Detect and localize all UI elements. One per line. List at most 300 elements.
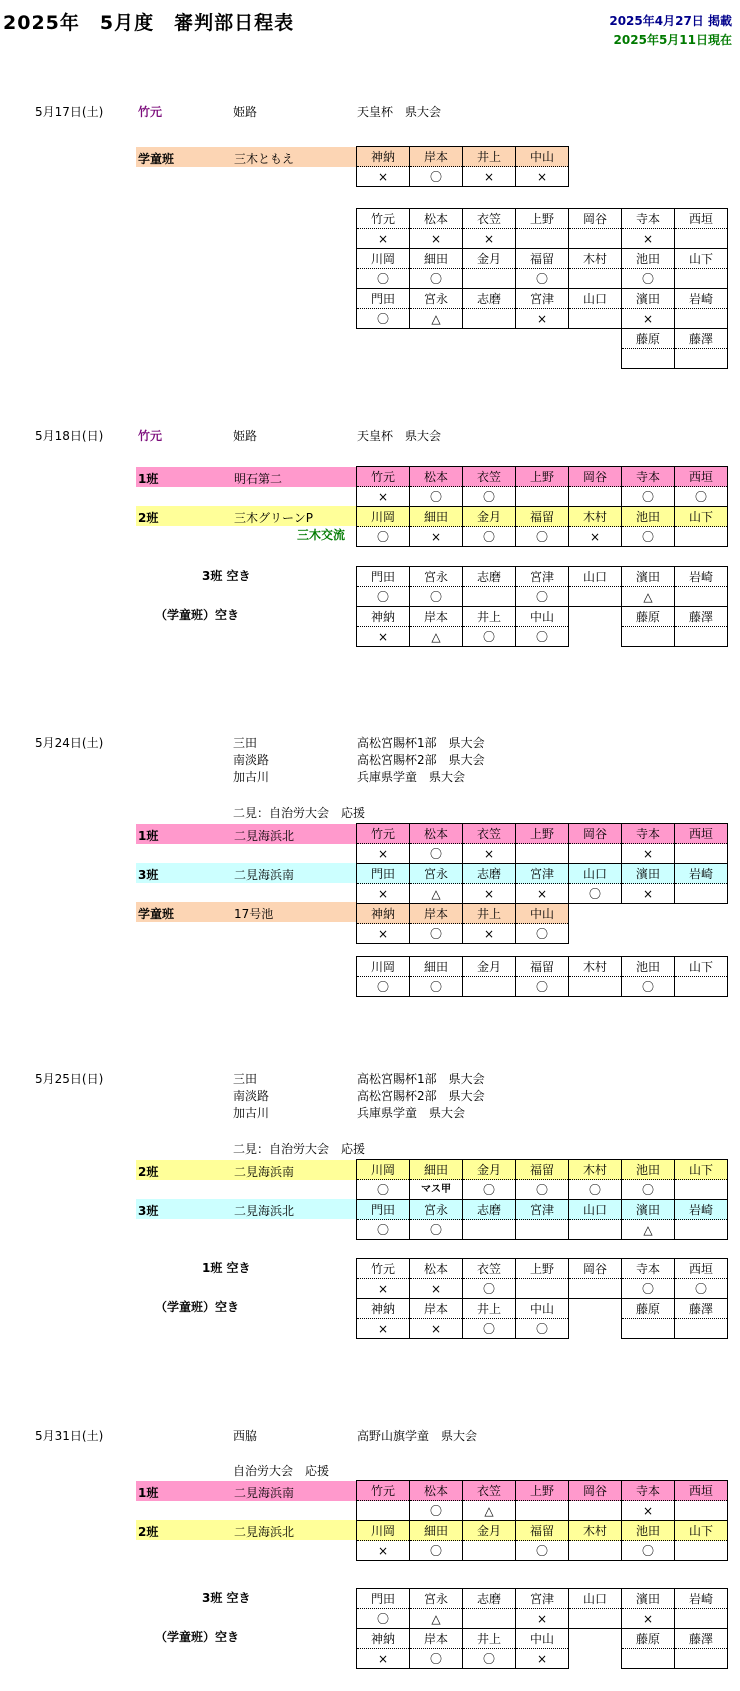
- availability-mark: 〇: [357, 527, 410, 547]
- referee-name: 岡谷: [569, 824, 622, 844]
- referee-name: 岩崎: [675, 864, 728, 884]
- referee-name: 志磨: [463, 864, 516, 884]
- referee-name: 細田: [410, 249, 463, 269]
- referee-name: 金月: [463, 249, 516, 269]
- availability-mark: 〇: [357, 269, 410, 289]
- referee-name: 中山: [516, 607, 569, 627]
- availability-mark: 〇: [463, 627, 516, 647]
- referee-name: 宮永: [410, 1200, 463, 1220]
- referee-name: 福留: [516, 957, 569, 977]
- availability-mark: △: [410, 1609, 463, 1629]
- availability-mark: 〇: [357, 587, 410, 607]
- support-note: 二見：自治労大会 応援: [233, 806, 366, 820]
- availability-mark: [516, 487, 569, 507]
- availability-mark: 〇: [410, 587, 463, 607]
- referee-table: [356, 1588, 728, 1669]
- referee-name: 藤澤: [675, 607, 728, 627]
- venue: 姫路: [233, 429, 258, 443]
- availability-mark: △: [622, 1220, 675, 1240]
- availability-mark: ×: [357, 167, 410, 187]
- published-date: 2025年4月27日 掲載: [609, 14, 732, 28]
- availability-mark: ×: [410, 229, 463, 249]
- availability-mark: 〇: [622, 977, 675, 997]
- referee-table: [356, 956, 728, 997]
- referee-name: 木村: [569, 1521, 622, 1541]
- availability-mark: ×: [357, 229, 410, 249]
- availability-mark: △: [410, 309, 463, 329]
- referee-name: 山下: [675, 249, 728, 269]
- team-label: 1班: [138, 1486, 159, 1500]
- referee-name: 岩崎: [675, 1200, 728, 1220]
- referee-name: 志磨: [463, 567, 516, 587]
- referee-table: [356, 1159, 728, 1240]
- referee-name: 池田: [622, 1521, 675, 1541]
- availability-mark: [569, 977, 622, 997]
- availability-mark: [463, 587, 516, 607]
- availability-mark: 〇: [622, 269, 675, 289]
- note: 三木交流: [297, 528, 346, 542]
- availability-mark: 〇: [410, 1220, 463, 1240]
- availability-mark: [516, 1220, 569, 1240]
- referee-name: 川岡: [357, 249, 410, 269]
- assignment-band: [136, 1520, 356, 1540]
- referee-table: [356, 466, 728, 547]
- availability-mark: [463, 1220, 516, 1240]
- referee-name: 神納: [357, 607, 410, 627]
- availability-mark: 〇: [516, 977, 569, 997]
- assignment-band: [136, 1160, 356, 1180]
- availability-mark: [569, 1609, 622, 1629]
- referee-name: 門田: [357, 1200, 410, 1220]
- referee-table: [356, 823, 728, 944]
- team-venue: 三木ともえ: [234, 152, 295, 166]
- team-venue: 二見海浜南: [234, 1486, 295, 1500]
- assignment-band: [136, 1481, 356, 1501]
- team-label: 1班: [138, 829, 159, 843]
- referee-name: 木村: [569, 1160, 622, 1180]
- availability-mark: 〇: [463, 527, 516, 547]
- availability-mark: ×: [410, 1279, 463, 1299]
- referee-name: 山口: [569, 1200, 622, 1220]
- availability-mark: △: [622, 587, 675, 607]
- availability-mark: ×: [622, 229, 675, 249]
- availability-mark: ×: [516, 1649, 569, 1669]
- availability-mark: [569, 309, 622, 329]
- venue: 加古川: [233, 1106, 270, 1120]
- referee-name: 井上: [463, 904, 516, 924]
- referee-name: 川岡: [357, 1160, 410, 1180]
- referee-name: 岩崎: [675, 567, 728, 587]
- referee-name: 西垣: [675, 824, 728, 844]
- referee-name: 池田: [622, 1160, 675, 1180]
- referee-name: 宮津: [516, 864, 569, 884]
- referee-name: 細田: [410, 957, 463, 977]
- availability-mark: 〇: [622, 1180, 675, 1200]
- referee-name: 松本: [410, 824, 463, 844]
- free-team: 3班 空き: [202, 569, 251, 583]
- referee-name: 井上: [463, 147, 516, 167]
- availability-mark: ×: [622, 1501, 675, 1521]
- referee-name: 上野: [516, 1259, 569, 1279]
- referee-name: 中山: [516, 1299, 569, 1319]
- event: 高松宮賜杯2部 県大会: [357, 1089, 485, 1103]
- team-venue: 三木グリーンP: [234, 511, 313, 525]
- referee-name: 西垣: [675, 209, 728, 229]
- availability-mark: [569, 1279, 622, 1299]
- referee-name: 宮津: [516, 289, 569, 309]
- referee-name: 濱田: [622, 289, 675, 309]
- availability-mark: 〇: [675, 1279, 728, 1299]
- availability-mark: 〇: [410, 1541, 463, 1561]
- event: 高松宮賜杯1部 県大会: [357, 736, 485, 750]
- availability-mark: ×: [516, 309, 569, 329]
- referee-name: 山下: [675, 957, 728, 977]
- referee-table: [356, 566, 728, 647]
- venue: 加古川: [233, 770, 270, 784]
- lead-referee: 竹元: [138, 105, 163, 119]
- referee-name: 西垣: [675, 467, 728, 487]
- availability-mark: [569, 844, 622, 864]
- assignment-band: [136, 1199, 356, 1219]
- referee-name: 金月: [463, 957, 516, 977]
- referee-name: 松本: [410, 1259, 463, 1279]
- referee-name: 宮永: [410, 567, 463, 587]
- support-note: 自治労大会 応援: [233, 1464, 330, 1478]
- availability-mark: ×: [516, 1609, 569, 1629]
- referee-name: 宮永: [410, 1589, 463, 1609]
- referee-name: 岸本: [410, 1629, 463, 1649]
- assignment-band: [136, 824, 356, 844]
- referee-name: 志磨: [463, 1589, 516, 1609]
- referee-name: 神納: [357, 1629, 410, 1649]
- availability-mark: ×: [357, 844, 410, 864]
- availability-mark: ×: [516, 167, 569, 187]
- availability-mark: △: [410, 627, 463, 647]
- availability-mark: ×: [622, 844, 675, 864]
- referee-name: 金月: [463, 507, 516, 527]
- referee-name: 宮永: [410, 289, 463, 309]
- availability-mark: ×: [410, 1319, 463, 1339]
- referee-name: 藤原: [622, 1629, 675, 1649]
- availability-mark: 〇: [463, 1319, 516, 1339]
- availability-mark: 〇: [675, 487, 728, 507]
- referee-name: 門田: [357, 289, 410, 309]
- availability-mark: [675, 1220, 728, 1240]
- availability-mark: 〇: [569, 1180, 622, 1200]
- availability-mark: [516, 229, 569, 249]
- availability-mark: 〇: [410, 924, 463, 944]
- referee-name: 岡谷: [569, 1259, 622, 1279]
- referee-name: 松本: [410, 467, 463, 487]
- availability-mark: [516, 1279, 569, 1299]
- referee-name: 木村: [569, 507, 622, 527]
- availability-mark: ×: [463, 844, 516, 864]
- availability-mark: 〇: [622, 487, 675, 507]
- referee-name: 寺本: [622, 1481, 675, 1501]
- availability-mark: [675, 309, 728, 329]
- team-label: 学童班: [138, 152, 175, 166]
- referee-name: 中山: [516, 1629, 569, 1649]
- availability-mark: [675, 844, 728, 864]
- availability-mark: [463, 977, 516, 997]
- free-team: （学童班）空き: [155, 608, 240, 622]
- availability-mark: 〇: [357, 1609, 410, 1629]
- referee-name: 細田: [410, 507, 463, 527]
- assignment-band: [136, 506, 356, 526]
- referee-name: 岡谷: [569, 209, 622, 229]
- availability-mark: [463, 1541, 516, 1561]
- referee-name: 中山: [516, 147, 569, 167]
- availability-mark: 〇: [516, 527, 569, 547]
- availability-mark: 〇: [410, 1501, 463, 1521]
- availability-mark: ×: [622, 884, 675, 904]
- referee-name: 宮永: [410, 864, 463, 884]
- referee-name: 宮津: [516, 1200, 569, 1220]
- referee-name: 池田: [622, 957, 675, 977]
- referee-name: 岩崎: [675, 1589, 728, 1609]
- availability-mark: 〇: [516, 924, 569, 944]
- availability-mark: ×: [569, 527, 622, 547]
- availability-mark: [569, 587, 622, 607]
- availability-mark: ×: [357, 1649, 410, 1669]
- availability-mark: ×: [622, 1609, 675, 1629]
- availability-mark: ×: [357, 1279, 410, 1299]
- page-title: 2025年 5月度 審判部日程表: [3, 12, 295, 34]
- section-date: 5月18日(日): [35, 429, 104, 443]
- referee-name: 神納: [357, 1299, 410, 1319]
- referee-name: 井上: [463, 1629, 516, 1649]
- availability-mark: [675, 1180, 728, 1200]
- team-label: 3班: [138, 868, 159, 882]
- availability-mark: 〇: [516, 627, 569, 647]
- referee-name: 門田: [357, 864, 410, 884]
- referee-name: 山下: [675, 1521, 728, 1541]
- availability-mark: [569, 1220, 622, 1240]
- team-venue: 明石第二: [234, 472, 283, 486]
- referee-name: 衣笠: [463, 1481, 516, 1501]
- availability-mark: [675, 1609, 728, 1629]
- assignment-band: [136, 467, 356, 487]
- availability-mark: ×: [357, 1541, 410, 1561]
- availability-mark: 〇: [463, 487, 516, 507]
- availability-mark: [569, 487, 622, 507]
- referee-name: 木村: [569, 957, 622, 977]
- assignment-band: [136, 147, 356, 167]
- referee-name: 岸本: [410, 1299, 463, 1319]
- referee-name: 岡谷: [569, 1481, 622, 1501]
- referee-name: 志磨: [463, 289, 516, 309]
- referee-name: 細田: [410, 1160, 463, 1180]
- team-venue: 二見海浜南: [234, 1165, 295, 1179]
- availability-mark: [675, 977, 728, 997]
- referee-name: 山口: [569, 289, 622, 309]
- availability-mark: 〇: [410, 487, 463, 507]
- referee-name: 山口: [569, 864, 622, 884]
- availability-mark: ×: [463, 167, 516, 187]
- referee-name: 川岡: [357, 507, 410, 527]
- event: 天皇杯 県大会: [357, 429, 442, 443]
- availability-mark: [569, 229, 622, 249]
- availability-mark: [675, 1541, 728, 1561]
- event: 兵庫県学童 県大会: [357, 1106, 466, 1120]
- referee-name: 福留: [516, 249, 569, 269]
- venue: 南淡路: [233, 753, 270, 767]
- availability-mark: [675, 229, 728, 249]
- team-venue: 二見海浜北: [234, 1525, 295, 1539]
- availability-mark: [516, 844, 569, 864]
- availability-mark: 〇: [516, 269, 569, 289]
- availability-mark: 〇: [516, 1180, 569, 1200]
- referee-name: 岩崎: [675, 289, 728, 309]
- availability-mark: [463, 269, 516, 289]
- referee-name: 神納: [357, 904, 410, 924]
- venue: 三田: [233, 736, 258, 750]
- referee-name: 福留: [516, 507, 569, 527]
- venue: 南淡路: [233, 1089, 270, 1103]
- referee-name: 藤澤: [675, 329, 728, 349]
- referee-name: 上野: [516, 209, 569, 229]
- referee-name: 神納: [357, 147, 410, 167]
- availability-mark: [569, 1501, 622, 1521]
- availability-mark: [463, 309, 516, 329]
- referee-name: 岡谷: [569, 467, 622, 487]
- availability-mark: 〇: [410, 977, 463, 997]
- referee-table: [356, 208, 728, 369]
- referee-name: 濱田: [622, 1589, 675, 1609]
- availability-mark: [569, 269, 622, 289]
- event: 高松宮賜杯2部 県大会: [357, 753, 485, 767]
- event: 高松宮賜杯1部 県大会: [357, 1072, 485, 1086]
- availability-mark: ×: [357, 884, 410, 904]
- availability-mark: 〇: [463, 1279, 516, 1299]
- referee-name: 細田: [410, 1521, 463, 1541]
- event: 高野山旗学童 県大会: [357, 1429, 478, 1443]
- referee-name: 藤原: [622, 1299, 675, 1319]
- referee-name: 上野: [516, 1481, 569, 1501]
- referee-name: 木村: [569, 249, 622, 269]
- referee-name: 上野: [516, 467, 569, 487]
- referee-name: 寺本: [622, 209, 675, 229]
- referee-name: 衣笠: [463, 467, 516, 487]
- referee-name: 山下: [675, 507, 728, 527]
- referee-name: 藤澤: [675, 1629, 728, 1649]
- lead-referee: 竹元: [138, 429, 163, 443]
- assignment-band: [136, 902, 356, 922]
- team-venue: 17号池: [234, 907, 274, 921]
- availability-mark: [463, 1609, 516, 1629]
- availability-mark: 〇: [516, 1541, 569, 1561]
- availability-mark: 〇: [569, 884, 622, 904]
- referee-name: 中山: [516, 904, 569, 924]
- referee-name: 金月: [463, 1521, 516, 1541]
- availability-mark: [516, 1501, 569, 1521]
- venue: 三田: [233, 1072, 258, 1086]
- availability-mark: 〇: [357, 977, 410, 997]
- venue: 西脇: [233, 1429, 258, 1443]
- referee-name: 岸本: [410, 904, 463, 924]
- referee-name: 池田: [622, 507, 675, 527]
- referee-name: 竹元: [357, 467, 410, 487]
- referee-name: 寺本: [622, 1259, 675, 1279]
- team-venue: 二見海浜北: [234, 1204, 295, 1218]
- gakudo-table: [356, 146, 569, 187]
- section-date: 5月24日(土): [35, 736, 104, 750]
- availability-mark: 〇: [410, 167, 463, 187]
- referee-name: 藤澤: [675, 1299, 728, 1319]
- current-date: 2025年5月11日現在: [613, 33, 732, 47]
- availability-mark: 〇: [410, 269, 463, 289]
- availability-mark: 〇: [516, 1319, 569, 1339]
- venue: 姫路: [233, 105, 258, 119]
- availability-mark: [569, 1541, 622, 1561]
- referee-name: 松本: [410, 1481, 463, 1501]
- support-note: 二見：自治労大会 応援: [233, 1142, 366, 1156]
- availability-mark: マス甲: [410, 1180, 463, 1200]
- availability-mark: [675, 1501, 728, 1521]
- referee-name: 池田: [622, 249, 675, 269]
- free-team: 3班 空き: [202, 1591, 251, 1605]
- referee-name: 山下: [675, 1160, 728, 1180]
- team-venue: 二見海浜南: [234, 868, 295, 882]
- referee-name: 衣笠: [463, 824, 516, 844]
- referee-name: 井上: [463, 607, 516, 627]
- availability-mark: 〇: [516, 587, 569, 607]
- referee-name: 竹元: [357, 824, 410, 844]
- assignment-band: [136, 863, 356, 883]
- referee-name: 西垣: [675, 1481, 728, 1501]
- referee-name: 門田: [357, 1589, 410, 1609]
- availability-mark: ×: [463, 924, 516, 944]
- availability-mark: 〇: [410, 844, 463, 864]
- availability-mark: [675, 587, 728, 607]
- availability-mark: ×: [463, 229, 516, 249]
- availability-mark: 〇: [357, 309, 410, 329]
- referee-name: 竹元: [357, 1481, 410, 1501]
- availability-mark: ×: [463, 884, 516, 904]
- availability-mark: [357, 1501, 410, 1521]
- section-date: 5月25日(日): [35, 1072, 104, 1086]
- referee-name: 西垣: [675, 1259, 728, 1279]
- availability-mark: ×: [622, 309, 675, 329]
- availability-mark: 〇: [463, 1649, 516, 1669]
- team-label: 2班: [138, 1525, 159, 1539]
- availability-mark: [675, 269, 728, 289]
- availability-mark: 〇: [357, 1220, 410, 1240]
- referee-name: 宮津: [516, 1589, 569, 1609]
- referee-name: 井上: [463, 1299, 516, 1319]
- referee-table: [356, 1480, 728, 1561]
- team-label: 1班: [138, 472, 159, 486]
- availability-mark: △: [410, 884, 463, 904]
- availability-mark: ×: [357, 627, 410, 647]
- referee-name: 金月: [463, 1160, 516, 1180]
- team-label: 2班: [138, 1165, 159, 1179]
- referee-name: 川岡: [357, 1521, 410, 1541]
- team-label: 3班: [138, 1204, 159, 1218]
- referee-name: 川岡: [357, 957, 410, 977]
- free-team: （学童班）空き: [155, 1630, 240, 1644]
- availability-mark: 〇: [622, 527, 675, 547]
- availability-mark: 〇: [622, 1279, 675, 1299]
- team-label: 2班: [138, 511, 159, 525]
- event: 天皇杯 県大会: [357, 105, 442, 119]
- team-label: 学童班: [138, 907, 175, 921]
- availability-mark: [675, 527, 728, 547]
- referee-name: 岸本: [410, 147, 463, 167]
- availability-mark: ×: [357, 1319, 410, 1339]
- referee-name: 竹元: [357, 209, 410, 229]
- availability-mark: 〇: [357, 1180, 410, 1200]
